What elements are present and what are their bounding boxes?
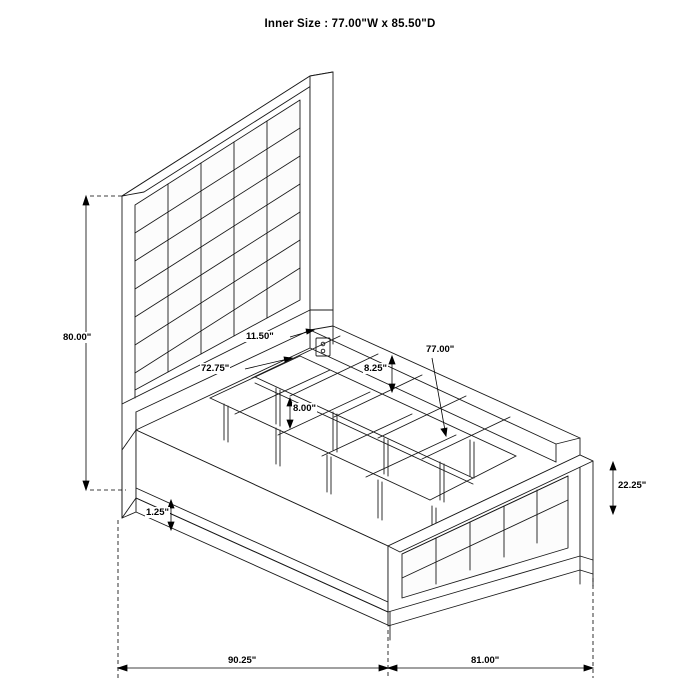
- dim-bed-interior-length: 72.75": [201, 363, 230, 374]
- dim-footboard-height: 22.25": [618, 480, 647, 491]
- dim-rail-thickness: 1.25": [146, 507, 169, 518]
- dim-slat-spacing: 8.00": [293, 403, 316, 414]
- dim-overall-length: 90.25": [228, 655, 257, 666]
- dim-bed-inner-width: 77.00": [426, 344, 455, 355]
- dim-headboard-height: 80.00": [63, 332, 92, 343]
- dim-headboard-panel-width: 11.50": [246, 331, 274, 342]
- dim-side-rail-height: 8.25": [364, 363, 387, 374]
- page-title: Inner Size : 77.00"W x 85.50"D: [264, 18, 436, 30]
- dim-overall-width: 81.00": [471, 655, 500, 666]
